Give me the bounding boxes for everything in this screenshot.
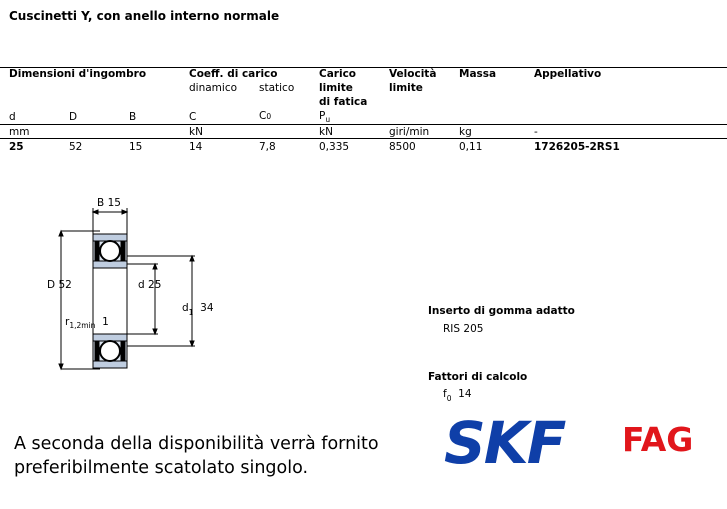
header-designation: Appellativo — [534, 68, 602, 80]
unit-dash: - — [534, 126, 538, 138]
symbol-D: D — [69, 111, 78, 123]
symbol-Pu: $P_u$ — [319, 110, 331, 124]
value-mass: 0,11 — [459, 141, 483, 153]
page-title: Cuscinetti Y, con anello interno normale — [9, 9, 280, 23]
header-dimensions: Dimensioni d'ingombro — [9, 68, 147, 80]
label-B: B 15 — [97, 197, 121, 209]
unit-kn-1: kN — [189, 126, 203, 138]
symbol-d: d — [9, 111, 16, 123]
unit-kn-2: kN — [319, 126, 333, 138]
label-D: D 52 — [47, 279, 72, 291]
fag-logo: FAG — [622, 420, 694, 459]
table-units-rule — [0, 138, 727, 139]
factor-f0: $f_0$ 14 — [443, 388, 472, 403]
factors-heading: Fattori di calcolo — [428, 371, 528, 383]
availability-note: A seconda della disponibilità verrà fornito preferibilmente scatolato singolo. — [14, 434, 379, 478]
value-speed: 8500 — [389, 141, 416, 153]
insert-heading: Inserto di gomma adatto — [428, 305, 575, 317]
value-designation: 1726205-2RS1 — [534, 141, 620, 153]
symbol-B: B — [129, 111, 137, 123]
value-D: 52 — [69, 141, 83, 153]
label-r: $r_{1,2min}$ 1 — [65, 316, 109, 330]
skf-logo: SKF — [444, 409, 565, 477]
unit-kg: kg — [459, 126, 472, 138]
symbol-C0: C0 — [259, 110, 272, 122]
value-d: 25 — [9, 141, 24, 153]
header-speed-2: limite — [389, 82, 423, 94]
header-speed-1: Velocità — [389, 68, 437, 80]
header-fatigue-2: limite — [319, 82, 353, 94]
header-load-static: statico — [259, 82, 295, 94]
value-Pu: 0,335 — [319, 141, 350, 153]
unit-mm: mm — [9, 126, 30, 138]
header-fatigue-3: di fatica — [319, 96, 368, 108]
value-B: 15 — [129, 141, 143, 153]
header-mass: Massa — [459, 68, 497, 80]
symbol-C: C — [189, 111, 197, 123]
value-C0: 7,8 — [259, 141, 276, 153]
header-load-dynamic: dinamico — [189, 82, 238, 94]
label-d1: $d_1$ 34 — [182, 302, 214, 317]
header-fatigue-1: Carico — [319, 68, 357, 80]
unit-speed: giri/min — [389, 126, 430, 138]
header-load-coeff: Coeff. di carico — [189, 68, 278, 80]
value-C: 14 — [189, 141, 203, 153]
label-d: d 25 — [138, 279, 162, 291]
insert-value: RIS 205 — [443, 323, 484, 335]
table-header-rule — [0, 124, 727, 125]
